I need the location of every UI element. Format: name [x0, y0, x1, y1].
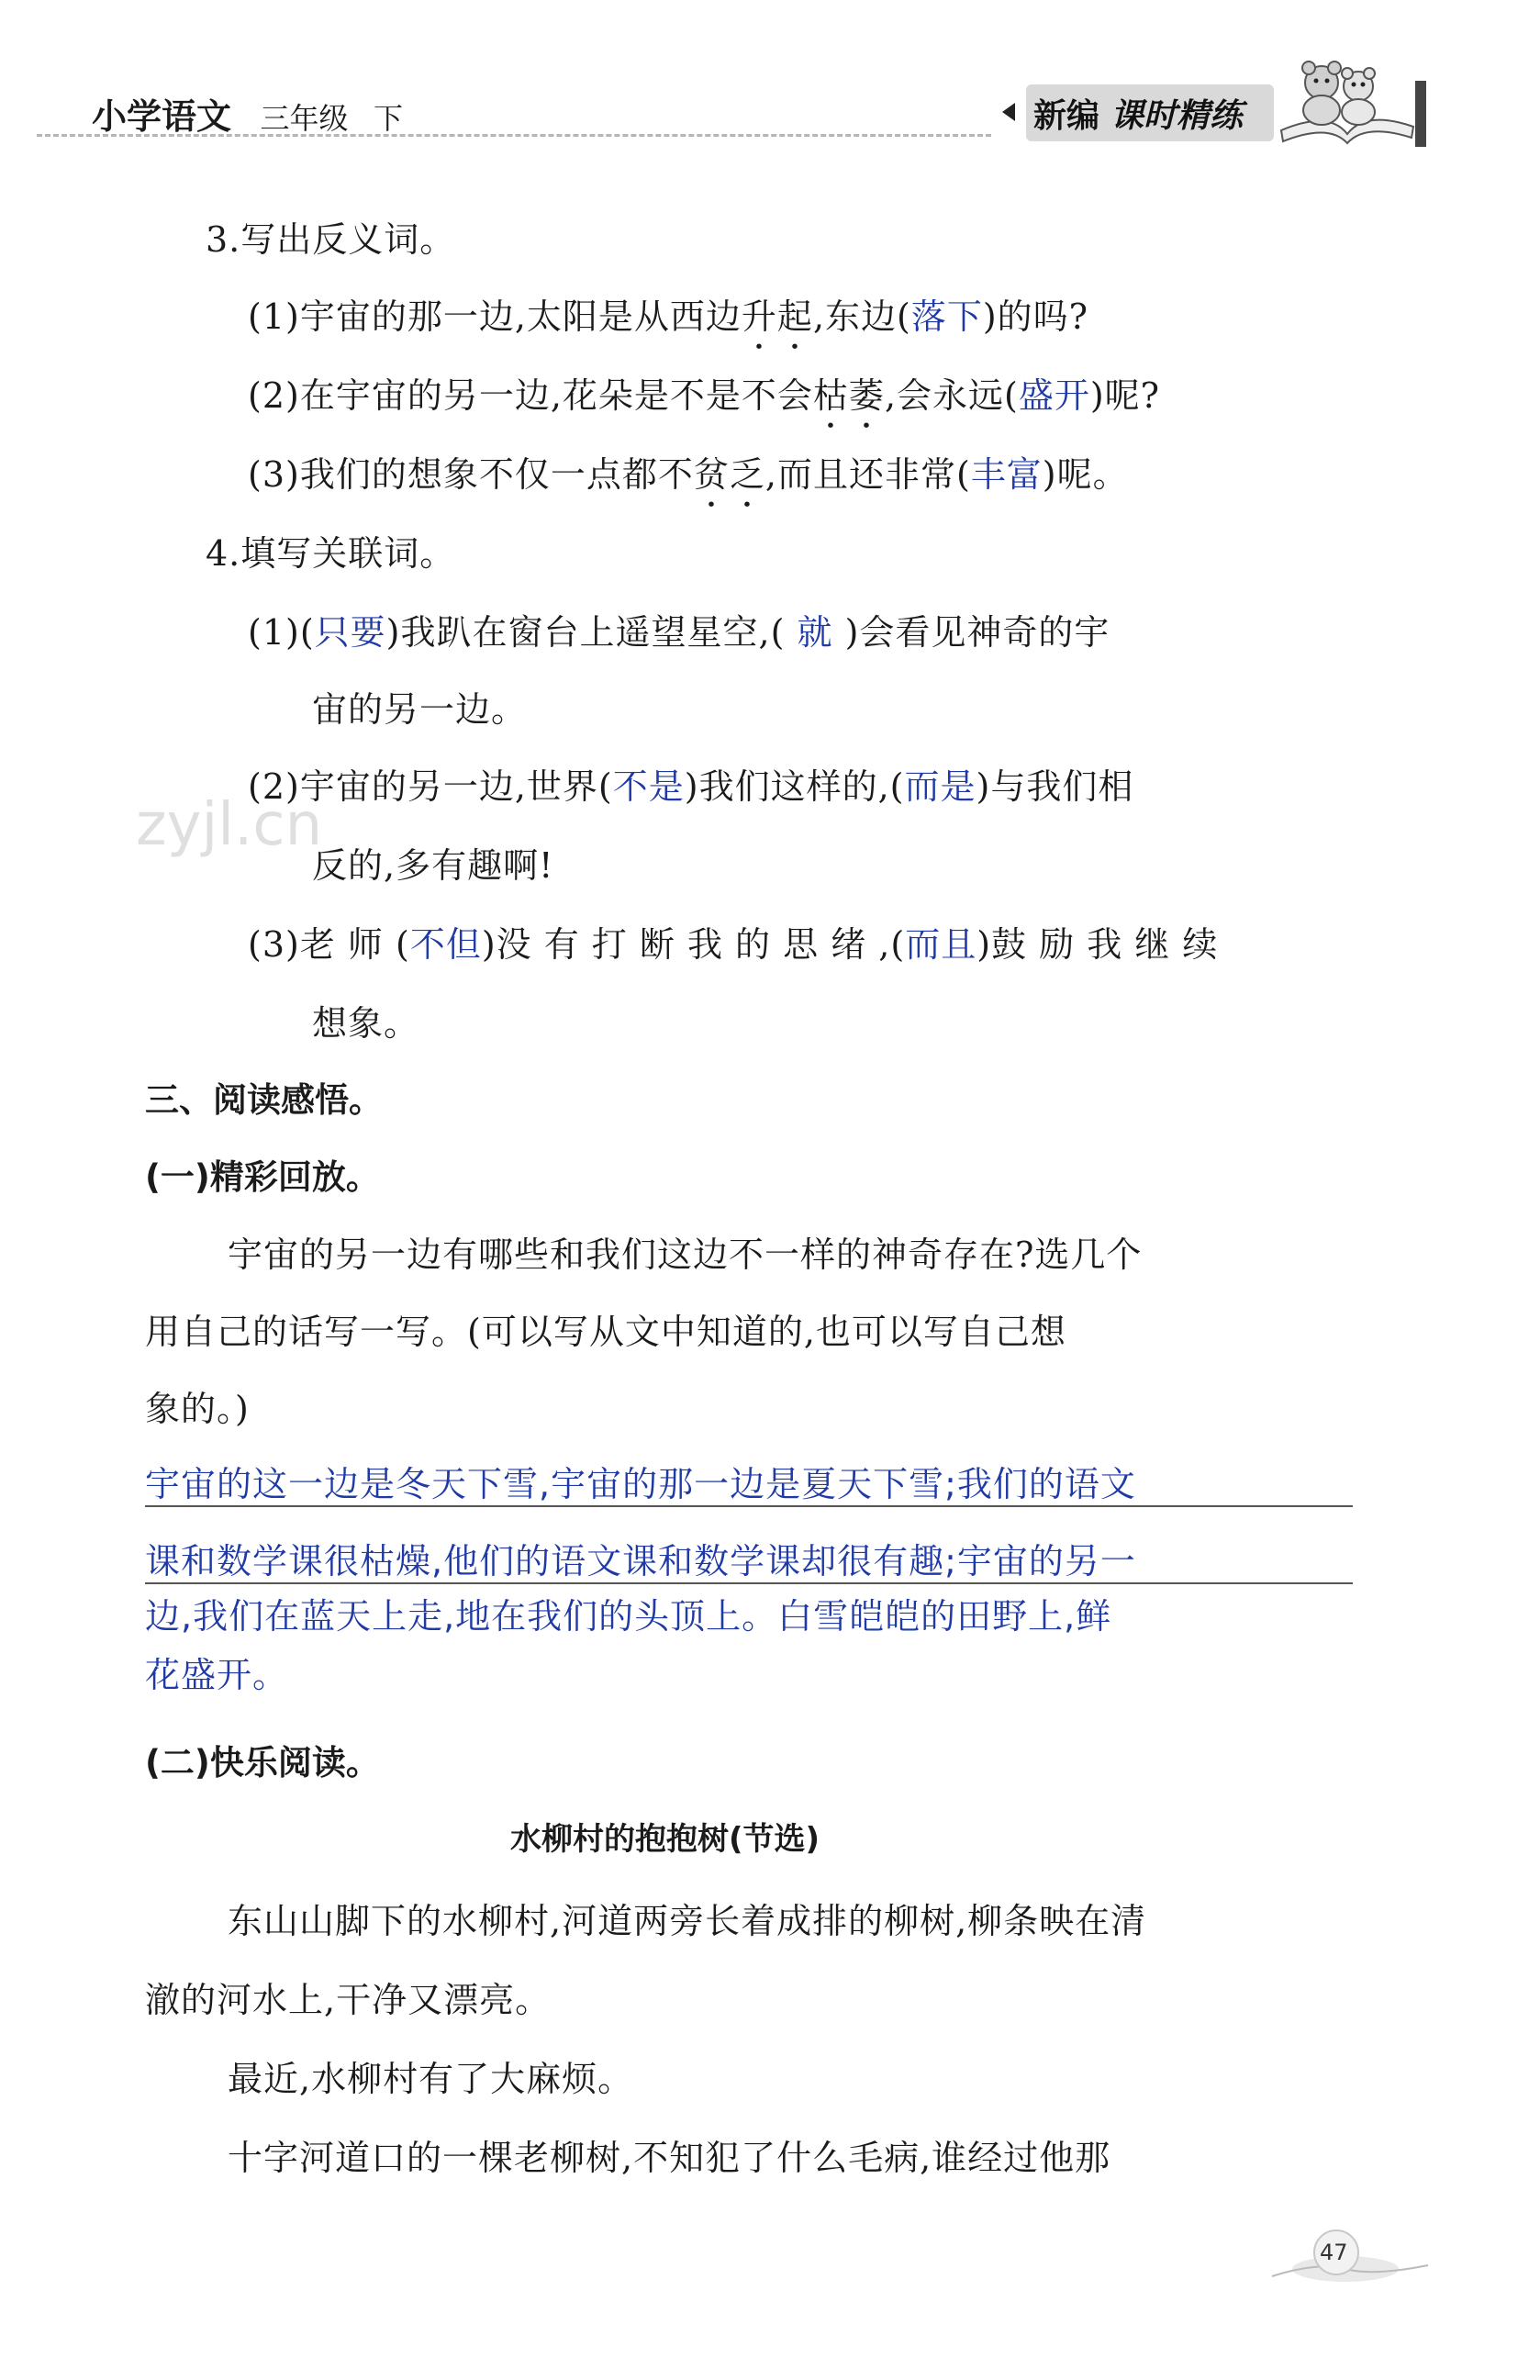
q4-item-3-answer-2: 而且	[905, 924, 977, 965]
q4-item-1-cont: 宙的另一边。	[312, 689, 528, 730]
q4-item-1-answer-2: 就	[797, 612, 833, 653]
q4-item-2-a: (2)宇宙的另一边,世界(	[248, 766, 613, 807]
q4-item-3	[248, 916, 1218, 967]
arrow-left-icon	[1002, 103, 1015, 121]
q4-item-2-answer-1: 不是	[612, 766, 685, 807]
answer-line-1: 宇宙的这一边是冬天下雪,宇宙的那一边是夏天下雪;我们的语文	[145, 1464, 1136, 1504]
part-1-title: (一)精彩回放。	[145, 1157, 380, 1197]
section-3-title: 三、阅读感悟。	[145, 1080, 383, 1120]
answer-line-4: 花盛开。	[145, 1655, 289, 1695]
q4-item-1-answer-1: 只要	[314, 612, 386, 653]
q3-item-3-end: )呢。	[1042, 454, 1129, 495]
passage-title: 水柳村的抱抱树(节选)	[510, 1821, 820, 1858]
part-1-question-line-2: 用自己的话写一写。(可以写从文中知道的,也可以写自己想	[145, 1312, 1066, 1352]
part-1-question-line-1: 宇宙的另一边有哪些和我们这边不一样的神奇存在?选几个	[228, 1235, 1143, 1275]
q4-item-2-cont: 反的,多有趣啊!	[312, 845, 554, 886]
q3-item-3	[248, 446, 1129, 515]
q3-item-2-dotted: 枯萎	[812, 375, 885, 416]
q3-item-1-mid: ,东边(	[812, 296, 911, 337]
part-1-question-line-3: 象的。)	[145, 1389, 250, 1429]
q3-item-2-mid: ,会永远(	[884, 375, 1019, 416]
q4-item-2	[248, 758, 1133, 809]
q3-item-1-text: (1)宇宙的那一边,太阳是从西边	[248, 296, 742, 337]
q3-item-2	[248, 367, 1160, 436]
answer-line-2: 课和数学课很枯燥,他们的语文课和数学课却很有趣;宇宙的另一	[145, 1541, 1136, 1581]
q3-item-1	[248, 288, 1088, 357]
q4-title: 4.填写关联词。	[206, 533, 456, 574]
passage-p1-line-2: 澈的河水上,干净又漂亮。	[145, 1980, 552, 2020]
header-divider	[37, 134, 991, 137]
q3-item-2-answer: 盛开	[1018, 375, 1090, 416]
term-label: 下	[373, 101, 403, 136]
q3-item-1-dotted: 升起	[741, 296, 813, 337]
q4-item-2-b: )我们这样的,(	[684, 766, 905, 807]
brand-part-a: 新编	[1033, 97, 1100, 135]
q4-item-3-c: )鼓 励 我 继 续	[976, 924, 1219, 965]
brand-label	[1033, 90, 1243, 137]
brand-part-b: 课时精练	[1110, 97, 1244, 135]
grade-label: 三年级	[260, 101, 349, 136]
q3-title: 3.写出反义词。	[206, 219, 456, 260]
q3-item-2-text: (2)在宇宙的另一边,花朵是不是不会	[248, 375, 813, 416]
q3-item-3-text: (3)我们的想象不仅一点都不	[248, 454, 694, 495]
q4-item-3-b: )没 有 打 断 我 的 思 绪 ,(	[481, 924, 906, 965]
answer-rule-2	[145, 1582, 1353, 1584]
q3-item-2-end: )呢?	[1089, 375, 1161, 416]
q3-item-3-answer: 丰富	[970, 454, 1043, 495]
q4-item-1-b: )我趴在窗台上遥望星空,(	[385, 612, 798, 653]
q4-item-2-c: )与我们相	[976, 766, 1134, 807]
header-title	[92, 88, 403, 139]
q4-item-2-answer-2: 而是	[904, 766, 976, 807]
header-stripe	[1415, 81, 1426, 147]
q4-item-1-c: )会看见神奇的宇	[832, 612, 1110, 653]
q4-item-3-answer-1: 不但	[409, 924, 482, 965]
q4-item-3-cont: 想象。	[312, 1003, 420, 1044]
q3-item-1-answer: 落下	[910, 296, 983, 337]
passage-p3: 十字河道口的一棵老柳树,不知犯了什么毛病,谁经过他那	[228, 2138, 1111, 2178]
page-number: 47	[1320, 2240, 1348, 2265]
subject-label: 小学语文	[92, 96, 232, 137]
passage-p2: 最近,水柳村有了大麻烦。	[228, 2059, 634, 2099]
q4-item-1	[248, 604, 1110, 654]
part-2-title: (二)快乐阅读。	[145, 1743, 380, 1782]
watermark: zyjl.cn	[136, 791, 323, 859]
answer-rule-1	[145, 1505, 1353, 1507]
passage-p1-line-1: 东山山脚下的水柳村,河道两旁长着成排的柳树,柳条映在清	[228, 1901, 1147, 1941]
q3-item-3-mid: ,而且还非常(	[764, 454, 971, 495]
q4-item-1-a: (1)(	[248, 612, 315, 653]
q3-item-1-end: )的吗?	[982, 296, 1089, 337]
answer-line-3: 边,我们在蓝天上走,地在我们的头顶上。白雪皑皑的田野上,鲜	[145, 1596, 1112, 1637]
q3-item-3-dotted: 贫乏	[693, 454, 765, 495]
q4-item-3-a: (3)老 师 (	[248, 924, 410, 965]
book-bear-icon	[1274, 46, 1419, 151]
